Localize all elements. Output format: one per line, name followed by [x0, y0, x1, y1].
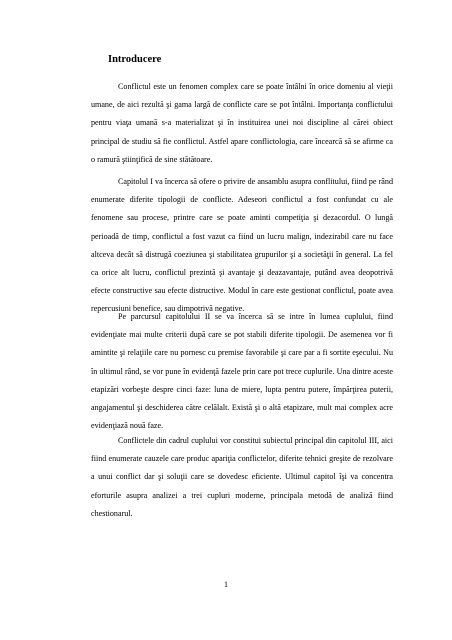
page-number: 1 [224, 580, 228, 589]
paragraph-2: Capitolul I va încerca să ofere o privire de ansamblu asupra conflitului, fiind pe rând enumerate diferite tipologii de conflicte. Adeseori conflictul a fost confundat cu ale fenomene sau procese, printre care se poate aminti competiţia şi dezacordul. O lungă perioadă de timp, conflictul a fost vazut ca fiind un lucru malign, indezirabil care nu face altceva decât să distrugă coeziunea şi stabilitatea grupurilor şi a societăţii în general. La fel ca orice alt lucru, conflictul prezintă şi avantaje şi deazavantaje, putând avea deopotrivă efecte constructive sau efecte distructive. Modul în care este gestionat conflictul, poate avea repercusiuni benefice, sau dimpotrivă negative. [91, 177, 393, 314]
paragraph-4: Conflictele din cadrul cuplului vor constitui subiectul principal din capitolul III, aici fiind enumerate cauzele care produc apariţia conflictelor, diferite tehnici greşite de rezolvare a unui conflict dar şi soluţii care se dovedesc eficiente. Ultimul capitol îşi va concentra eforturile asupra analizei a trei cupluri moderne, principala metodă de analiză fiind chestionarul. [91, 436, 393, 518]
section-heading: Introducere [108, 54, 162, 65]
paragraph-1: Conflictul este un fenomen complex care se poate întâlni în orice domeniu al vieţii umane, de aici rezultă şi gama largă de conflicte care se pot întâlni. Importanţa conflictului pentru viaţa umană s-a materializat şi în instituirea unei noi discipline al cărei obiect principal de studiu să fie conflictul. Astfel apare conflictologia, care încearcă să se afirme ca o ramură ştiinţifică de sine stătătoare. [91, 82, 393, 164]
paragraph-3: Pe parcursul capitolului II se va încerca să se intre în lumea cuplului, fiind evidenţiate mai multe criterii după care se pot stabili diferite tipologii. De asemenea vor fi amintite şi relaţiile care nu pornesc cu premise favorabile şi care par a fi sortite eşecului. Nu în ultimul rând, se vor pune în evidenţă fazele prin care pot trece cuplurile. Una dintre aceste etapizări vorbeşte despre cinci faze: luna de miere, lupta pentru putere, împărţirea puterii, angajamentul şi deschiderea către celălalt. Există şi o altă etapizare, mult mai complex acre evidenţiază nouă faze. [91, 312, 393, 431]
